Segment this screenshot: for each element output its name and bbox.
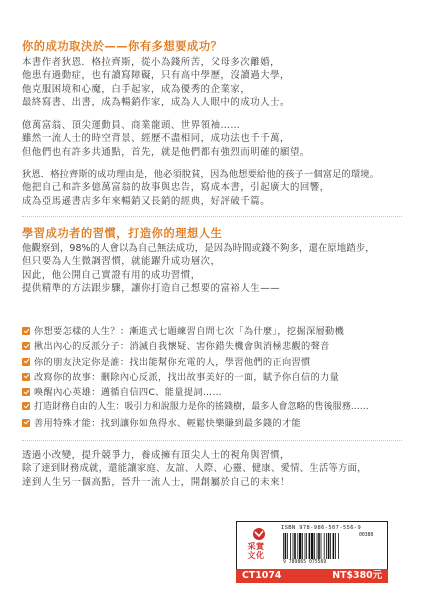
list-item: [22, 400, 412, 415]
feature-list: [22, 324, 412, 431]
text-line: 但只要為人生微調習慣，就能躍升成功層次，: [22, 256, 221, 268]
price-code: 00380: [359, 533, 374, 538]
list-item-text: 喚醒內心英雄：邁循自信四C、能量提詞……: [34, 387, 222, 399]
text-line: 但他們也有許多共通點，首先，就是他們都有強烈而明確的願望。: [22, 146, 310, 158]
list-item: [22, 370, 412, 385]
bullet-check-icon: [22, 358, 30, 366]
text-line: 他患有過動症，也有讀寫障礙，只有高中學歷，沒讀過大學，: [22, 70, 290, 82]
publisher-logo-text: 采實 文化: [247, 542, 265, 560]
list-item: [22, 416, 412, 431]
text-line: 億萬富翁、頂尖運動員、商業龍頭、世界領袖……: [22, 120, 241, 131]
text-line: 他把自己和許多億萬富翁的故事與忠告，寫成本書，引起廣大的回響，: [22, 182, 330, 194]
text-line: 因此，他公開自己實證有用的成功習慣，: [22, 269, 201, 281]
text-line: 除了達到財務成就，還能讓家庭、友誼、人際、心靈、健康、愛情、生活等方面，: [22, 463, 367, 475]
section1-heading: 你的成功取決於——你有多想要成功？: [22, 40, 223, 53]
text-line: 提供精準的方法跟步驟，讓你打造自己想要的富裕人生——: [22, 282, 281, 294]
text-line: 成為亞馬遜書店多年來暢銷又長銷的經典，好評破千篇。: [22, 195, 271, 207]
price-bar: [236, 569, 388, 583]
bullet-check-icon: [22, 327, 30, 335]
section-divider: [22, 440, 402, 441]
section1-para3: [22, 168, 404, 208]
bullet-check-icon: [22, 388, 30, 396]
isbn-text: ISBN 978-986-507-556-9: [281, 525, 362, 531]
text-line: 狄恩．格拉齊斯的成功理由是，他必須脫貧，因為他想要給他的孩子一個富足的環境。: [22, 169, 380, 180]
section1-para1: [22, 56, 404, 109]
bullet-check-icon: [22, 419, 30, 427]
barcode-digits: 9 789865 075569: [283, 560, 327, 565]
list-item-text: 你想要怎樣的人生？：漸進式七題練習自問七次「為什麼」，挖掘深層動機: [34, 326, 345, 337]
list-item: [22, 324, 412, 339]
list-item-text: 改寫你的故事：刪除內心反派，找出故事美好的一面，賦予你自信的力量: [34, 371, 340, 383]
section-divider: [22, 216, 402, 217]
text-line: 透過小改變，提升競爭力，養成擁有頂尖人士的視角與習慣，: [22, 450, 290, 461]
section2-heading: 學習成功者的習慣，打造你的理想人生: [22, 227, 223, 240]
text-line: 達到人生另一個高點，晉升一流人士，開創屬於自己的未來！: [22, 476, 290, 488]
text-line: 雖然一流人士的時空背景、經歷不盡相同，成功法也千千萬，: [22, 133, 290, 145]
list-item: [22, 385, 412, 400]
text-line: 他觀察到，98%的人會以為自己無法成功，是因為時間或錢不夠多，還在原地踏步，: [22, 243, 375, 254]
list-item-text: 善用特殊才能：找到讓你如魚得水、輕鬆快樂賺到最多錢的才能: [34, 417, 302, 429]
price-label: NT$380元: [332, 570, 382, 581]
list-item-text: 打造財務自由的人生：吸引力和說服力是你的搖錢樹，最多人會忽略的售後服務……: [34, 402, 369, 413]
text-line: 他克服困境和心魔，白手起家，成為優秀的企業家，: [22, 83, 251, 95]
section2-para1: [22, 242, 404, 295]
section1-para2: [22, 119, 404, 159]
list-item-text: 揪出內心的反派分子：消滅自我懷疑、害你錯失機會與消極悲觀的聲音: [34, 341, 330, 353]
bullet-check-icon: [22, 402, 30, 410]
list-item: [22, 339, 412, 354]
series-code: CT1074: [242, 570, 282, 581]
list-item: [22, 355, 412, 370]
text-line: 最終寫書、出書，成為暢銷作家，成為人人眼中的成功人士。: [22, 96, 290, 108]
text-line: 本書作者狄恩．格拉齊斯，從小為錢所苦，父母多次離婚，: [22, 57, 281, 68]
list-item-text: 你的朋友決定你是誰：找出能幫你充電的人，學習他們的正向習慣: [34, 356, 311, 368]
bullet-check-icon: [22, 342, 30, 350]
bullet-check-icon: [22, 373, 30, 381]
section3-para: [22, 449, 404, 489]
barcode-panel: [236, 521, 388, 571]
